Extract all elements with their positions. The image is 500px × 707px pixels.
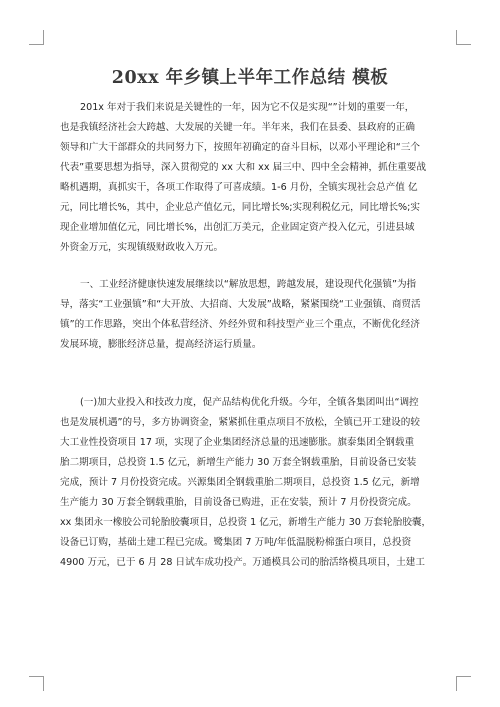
body-line: 导，落实“工业强镇”和“大开放、大招商、大发展”战略，紧紧围绕“工业强镇、商贸活	[60, 299, 421, 310]
body-line: 也是发展机遇”的号，多方协调资金，紧紧抓住重点项目不放松，全镇已开工建设的较	[60, 417, 420, 428]
body-line: 胎二期项目，总投资 1.5 亿元，新增生产能力 30 万套全钢载重胎，目前设备已安装	[60, 457, 417, 468]
body-line: 元，同比增长%，其中，企业总产值亿元，同比增长%;实现利税亿元，同比增长%;实	[60, 202, 420, 213]
body-line: 略机遇期，真抓实干，各项工作取得了可喜成绩。1-6 月份，全镇实现社会总产值 亿	[60, 182, 418, 193]
body-line: 设备已订购，基础土建工程已完成。鹭集团 7 万吨/年低温脱粉棉蛋白项目，总投资	[60, 537, 412, 548]
page-corner-mark-bottom-right	[456, 676, 471, 691]
body-line: (一)加大业投入和技改力度，促产品结构优化升级。今年，全镇各集团叫出“调控	[80, 397, 419, 408]
body-line: 镇”的工作思路，突出个体私营经济、外经外贸和科技型产业三个重点，不断优化经济	[60, 319, 420, 330]
body-line: xx 集团永一橡胶公司轮胎胶囊项目，总投资 1 亿元，新增生产能力 30 万套轮胎胶囊，	[60, 517, 432, 528]
body-line: 大工业性投资项目 17 项，实现了企业集团经济总量的迅速膨胀。旗泰集团全钢载重	[60, 437, 415, 448]
body-line: 外资金万元，实现镇级财政收入万元。	[60, 242, 224, 253]
body-line: 一、工业经济健康快速发展继续以“解放思想，跨越发展，建设现代化强镇”为指	[80, 279, 417, 290]
body-line: 生产能力 30 万套全钢载重胎，目前设备已购进，正在安装，预计 7 月份投资完成。	[60, 497, 417, 508]
body-line: 代表”重要思想为指导，深入贯彻党的 xx 大和 xx 届三中、四中全会精神，抓住重要战	[60, 162, 427, 173]
body-line: 完成，预计 7 月份投资完成。兴源集团全钢载重胎二期项目，总投资 1.5 亿元，新增	[60, 477, 420, 488]
document-title: 20xx 年乡镇上半年工作总结 模板	[111, 68, 389, 88]
body-line: 领导和广大干部群众的共同努力下，按照年初确定的奋斗目标，以邓小平理论和“三个	[60, 142, 420, 153]
body-line: 201x 年对于我们来说是关键性的一年，因为它不仅是实现“”计划的重要一年，	[80, 102, 415, 113]
page-corner-mark-top-right	[456, 30, 471, 45]
body-line: 发展环境，膨胀经济总量，提高经济运行质量。	[60, 339, 262, 350]
body-line: 也是我镇经济社会大跨越、大发展的关键一年。半年来，我们在县委、县政府的正确	[60, 122, 415, 133]
body-line: 现企业增加值亿元，同比增长%，出创汇万美元，企业固定资产投入亿元，引进县域	[60, 222, 415, 233]
page-corner-mark-top-left	[29, 30, 44, 45]
body-line: 4900 万元，已于 6 月 28 日试车成功投产。万通模具公司的胎活络模具项目，土建工	[60, 557, 425, 568]
page-corner-mark-bottom-left	[29, 676, 44, 691]
